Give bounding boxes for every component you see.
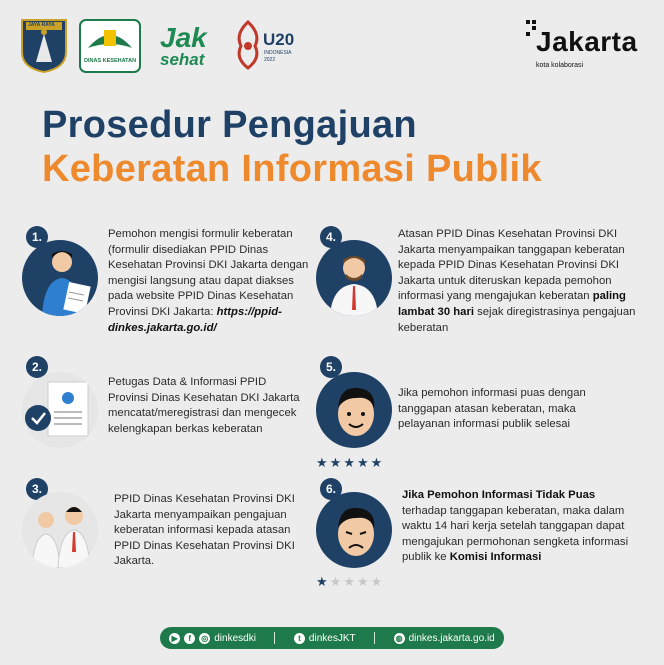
star-icon: ★	[370, 574, 385, 589]
step-1-link[interactable]: https://ppid-dinkes.jakarta.go.id/	[108, 305, 282, 334]
step-6-stars	[316, 574, 384, 590]
star-icon: ★	[356, 574, 371, 589]
star-icon: ★	[316, 574, 330, 589]
step-3-text: PPID Dinas Kesehatan Provinsi DKI Jakarta menyampaikan pengajuan keberatan informasi kepada atasan PPID Dinas Kesehatan Provinsi DKI Jakarta.	[114, 493, 295, 568]
step-1-text	[108, 227, 312, 336]
sehat-text: sehat	[160, 50, 205, 69]
step-2-text: Petugas Data & Informasi PPID Provinsi Dinas Kesehatan DKI Jakarta mencatat/meregistrasi dan mengecek kelengkapan berkas keberatan	[108, 376, 300, 435]
step-4-illustration	[316, 240, 392, 316]
jaya-raya-logo	[18, 16, 70, 74]
jakarta-text: Jakarta	[536, 26, 638, 57]
jaya-raya-text: JAYA RAYA	[28, 22, 55, 28]
step-1-number: 1.	[26, 226, 48, 248]
footer-website[interactable]	[394, 633, 495, 644]
step-6-bold-b: Komisi Informasi	[449, 551, 542, 564]
footer-social-2[interactable]	[294, 633, 356, 644]
jakarta-logo	[526, 18, 650, 74]
star-icon: ★	[329, 574, 344, 589]
jakarta-sub: kota kolaborasi	[536, 62, 584, 69]
star-icon: ★	[343, 455, 357, 470]
facebook-icon: f	[184, 633, 195, 644]
footer-website-label: dinkes.jakarta.go.id	[408, 632, 495, 644]
u20-text: U20	[263, 30, 295, 49]
step-1-body: Pemohon mengisi formulir keberatan (formulir disediakan PPID Dinas Kesehatan Provinsi DKI Jakarta dengan mengisi langsung atau dapat diakses pada website PPID Dinas Kesehatan Provinsi DKI Jakarta:	[108, 228, 309, 318]
instagram-icon: ◎	[199, 633, 210, 644]
step-4-body-a: Atasan PPID Dinas Kesehatan Provinsi DKI Jakarta menyampaikan tanggapan keberatan kepada PPID Dinas Kesehatan Provinsi DKI Jakarta untuk diteruskan kepada pemohon informasi yang mengajukan keberatan	[398, 228, 625, 303]
step-6-bold-a: Jika Pemohon Informasi Tidak Puas	[402, 489, 596, 501]
jaksehat-logo	[158, 22, 224, 72]
youtube-icon: ▶	[169, 633, 180, 644]
footer-divider	[274, 632, 275, 644]
step-6-number: 6.	[320, 478, 342, 500]
globe-icon: ◍	[394, 633, 405, 644]
star-icon: ★	[329, 455, 344, 470]
step-5-illustration	[316, 372, 392, 448]
step-6-body: terhadap tanggapan keberatan, maka dalam waktu 14 hari kerja setelah tanggapan dapat mengajukan permohonan sengketa informasi publik ke	[402, 504, 629, 564]
step-3-illustration	[22, 492, 98, 568]
u20-sub2: 2022	[264, 57, 276, 63]
title-line-1: Prosedur Pengajuan	[42, 104, 417, 146]
u20-sub1: INDONESIA	[264, 50, 292, 56]
step-4-number: 4.	[320, 226, 342, 248]
footer-bar	[160, 627, 504, 649]
jak-text: Jak	[160, 22, 207, 53]
star-icon: ★	[343, 574, 357, 589]
star-icon: ★	[370, 455, 385, 470]
step-2-illustration	[22, 372, 98, 448]
step-2-number: 2.	[26, 356, 48, 378]
step-3-number: 3.	[26, 478, 48, 500]
footer-social-1-label: dinkesdki	[214, 632, 256, 644]
step-1-illustration	[22, 240, 98, 316]
step-5-stars	[316, 455, 384, 471]
footer-divider	[374, 632, 375, 644]
dinkes-text: DINAS KESEHATAN	[84, 58, 137, 64]
step-4-text	[398, 227, 638, 336]
step-5-number: 5.	[320, 356, 342, 378]
footer-social-1[interactable]	[169, 633, 256, 644]
step-4-bold: paling lambat 30 hari	[398, 290, 626, 318]
step-4-body-b: sejak diregistrasinya pengajuan keberatan	[398, 305, 636, 334]
step-6-illustration	[316, 492, 392, 568]
star-icon: ★	[316, 455, 330, 470]
u20-logo	[233, 20, 311, 74]
step-6-text	[402, 488, 640, 566]
step-5-text: Jika pemohon informasi puas dengan tanggapan atasan keberatan, maka pelayanan informasi publik selesai	[398, 387, 586, 431]
twitter-icon: t	[294, 633, 305, 644]
dinkes-logo	[78, 18, 142, 74]
footer-social-2-label: dinkesJKT	[308, 632, 356, 644]
star-icon: ★	[356, 455, 371, 470]
title-line-2: Keberatan Informasi Publik	[42, 148, 542, 190]
